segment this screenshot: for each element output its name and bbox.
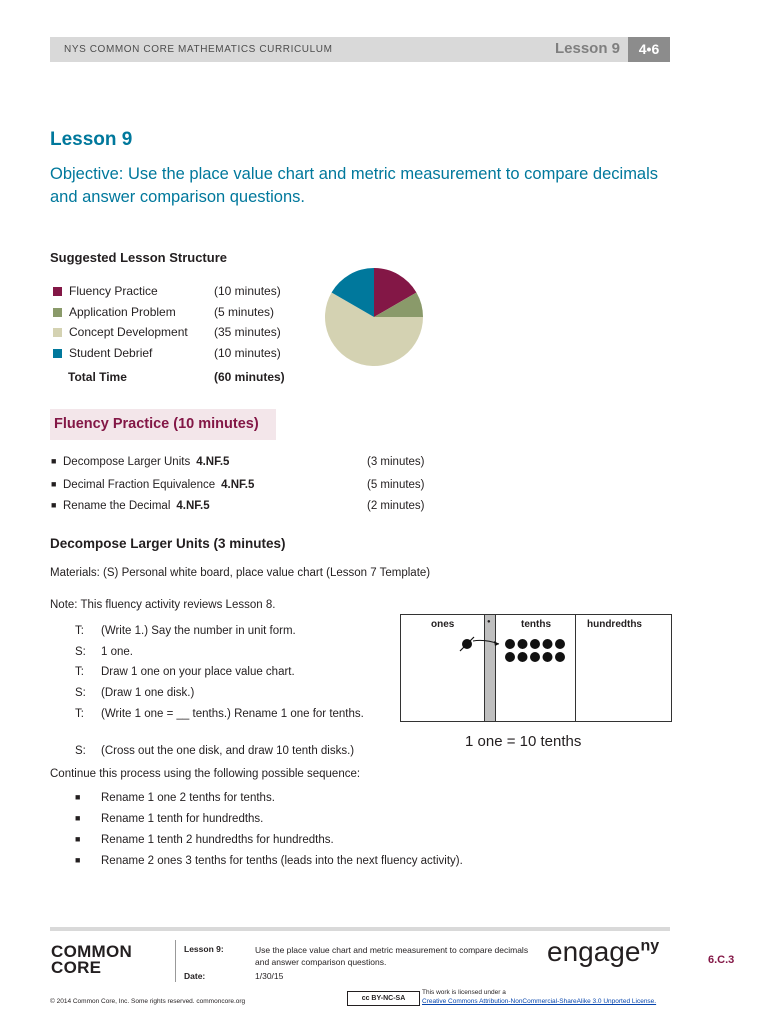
- fluency-item-standard: 4.NF.5: [221, 479, 255, 491]
- sequence-text: Rename 1 tenth 2 hundredths for hundredths.: [101, 834, 334, 846]
- dialogue-text: (Cross out the one disk, and draw 10 tenth disks.): [101, 745, 355, 757]
- structure-item-name: Application Problem: [69, 305, 176, 319]
- header-module-badge: 4•6: [628, 37, 670, 62]
- sequence-text: Rename 2 ones 3 tenths for tenths (leads into the next fluency activity).: [101, 855, 463, 867]
- header-lesson: Lesson 9: [554, 40, 620, 57]
- structure-item-time: (35 minutes): [214, 325, 281, 339]
- footer-lesson-text: Use the place value chart and metric measurement to compare decimals and answer comparison questions.: [255, 945, 529, 967]
- fluency-item-name: Decimal Fraction Equivalence: [63, 479, 216, 491]
- dialogue-text: 1 one.: [101, 646, 133, 658]
- footer-divider: [175, 940, 176, 982]
- tenth-disk: [543, 639, 553, 649]
- lesson-objective: Objective: Use the place value chart and metric measurement to compare decimals and answer comparison questions.: [50, 165, 659, 206]
- footer-date-label: Date:: [184, 971, 206, 981]
- structure-item-time: (10 minutes): [214, 346, 281, 360]
- footer-rule: [50, 927, 670, 931]
- pvc-caption: 1 one = 10 tenths: [465, 733, 582, 750]
- sequence-text: Rename 1 one 2 tenths for tenths.: [101, 792, 275, 804]
- tenth-disk: [505, 652, 515, 662]
- dialogue-text: Draw 1 one on your place value chart.: [101, 666, 295, 678]
- page-number: 6.C.3: [708, 954, 735, 966]
- bullet-icon: ■: [51, 500, 57, 510]
- legend-swatch: [53, 328, 62, 337]
- dialogue-speaker: T:: [75, 666, 84, 678]
- legend-swatch: [53, 349, 62, 358]
- dialogue-speaker: S:: [75, 745, 86, 757]
- copyright-text: © 2014 Common Core, Inc. Some rights reserved. commoncore.org: [50, 998, 246, 1005]
- structure-title: Suggested Lesson Structure: [50, 250, 227, 265]
- footer-date: 1/30/15: [255, 971, 284, 981]
- dialogue-speaker: T:: [75, 625, 84, 637]
- tenth-disk: [555, 639, 565, 649]
- tenth-disk: [518, 652, 528, 662]
- license-link[interactable]: Creative Commons Attribution-NonCommercial-ShareAlike 3.0 Unported License.: [422, 998, 657, 1005]
- legend-swatch: [53, 287, 62, 296]
- curriculum-label: NYS COMMON CORE MATHEMATICS CURRICULUM: [64, 44, 333, 55]
- engageny-logo: [547, 936, 659, 968]
- continue-instruction: Continue this process using the following possible sequence:: [50, 768, 361, 780]
- materials-line: Materials: (S) Personal white board, place value chart (Lesson 7 Template): [50, 567, 431, 579]
- structure-item-time: (10 minutes): [214, 284, 281, 298]
- license-text: This work is licensed under a: [422, 989, 506, 996]
- page-header: [50, 37, 670, 62]
- dialogue-speaker: S:: [75, 687, 86, 699]
- tenth-disk: [530, 639, 540, 649]
- fluency-item-standard: 4.NF.5: [196, 456, 230, 468]
- total-time-label: Total Time: [68, 370, 127, 384]
- bullet-icon: ■: [75, 792, 81, 802]
- fluency-heading: Fluency Practice (10 minutes): [54, 416, 259, 432]
- decimal-point-icon: ●: [487, 619, 491, 625]
- dialogue-text: (Write 1 one = __ tenths.) Rename 1 one for tenths.: [101, 708, 364, 720]
- place-value-disks: [401, 615, 671, 721]
- common-core-logo: COMMON CORE: [51, 942, 133, 977]
- fluency-item-time: (3 minutes): [367, 456, 425, 468]
- bullet-icon: ■: [75, 834, 81, 844]
- tenth-disk: [555, 652, 565, 662]
- bullet-icon: ■: [51, 456, 57, 466]
- total-time-value: (60 minutes): [214, 370, 285, 384]
- footer-lesson-label: Lesson 9:: [184, 944, 224, 954]
- structure-item-name: Concept Development: [69, 325, 188, 339]
- dialogue-speaker: S:: [75, 646, 86, 658]
- place-value-chart: [400, 614, 672, 722]
- engageny-logo-text: engage: [547, 936, 641, 967]
- bullet-icon: ■: [75, 855, 81, 865]
- cc-license-badge: cc BY-NC-SA: [347, 991, 420, 1006]
- pvc-header-tenths: tenths: [521, 619, 551, 630]
- fluency-item-standard: 4.NF.5: [176, 500, 210, 512]
- dialogue-speaker: T:: [75, 708, 84, 720]
- lesson-structure-pie-chart: [324, 265, 424, 369]
- tenth-disk: [518, 639, 528, 649]
- note-line: Note: This fluency activity reviews Lesson 8.: [50, 599, 276, 611]
- bullet-icon: ■: [51, 479, 57, 489]
- structure-item-time: (5 minutes): [214, 305, 275, 319]
- tenth-disk: [543, 652, 553, 662]
- fluency-item-time: (5 minutes): [367, 479, 425, 491]
- structure-item-name: Fluency Practice: [69, 284, 158, 298]
- legend-swatch: [53, 308, 62, 317]
- fluency-heading-box: [50, 409, 276, 440]
- dialogue-text: (Draw 1 one disk.): [101, 687, 195, 699]
- fluency-item-time: (2 minutes): [367, 500, 425, 512]
- activity-title: Decompose Larger Units (3 minutes): [50, 536, 286, 551]
- tenth-disk: [530, 652, 540, 662]
- dialogue-text: (Write 1.) Say the number in unit form.: [101, 625, 296, 637]
- fluency-item-name: Decompose Larger Units: [63, 456, 191, 468]
- bullet-icon: ■: [75, 813, 81, 823]
- engageny-logo-sup: ny: [640, 937, 660, 955]
- pvc-header-hundredths: hundredths: [587, 619, 642, 630]
- sequence-text: Rename 1 tenth for hundredths.: [101, 813, 264, 825]
- tenth-disk: [505, 639, 515, 649]
- pvc-header-ones: ones: [431, 619, 455, 630]
- structure-item-name: Student Debrief: [69, 346, 153, 360]
- lesson-title: Lesson 9: [50, 129, 133, 150]
- fluency-item-name: Rename the Decimal: [63, 500, 171, 512]
